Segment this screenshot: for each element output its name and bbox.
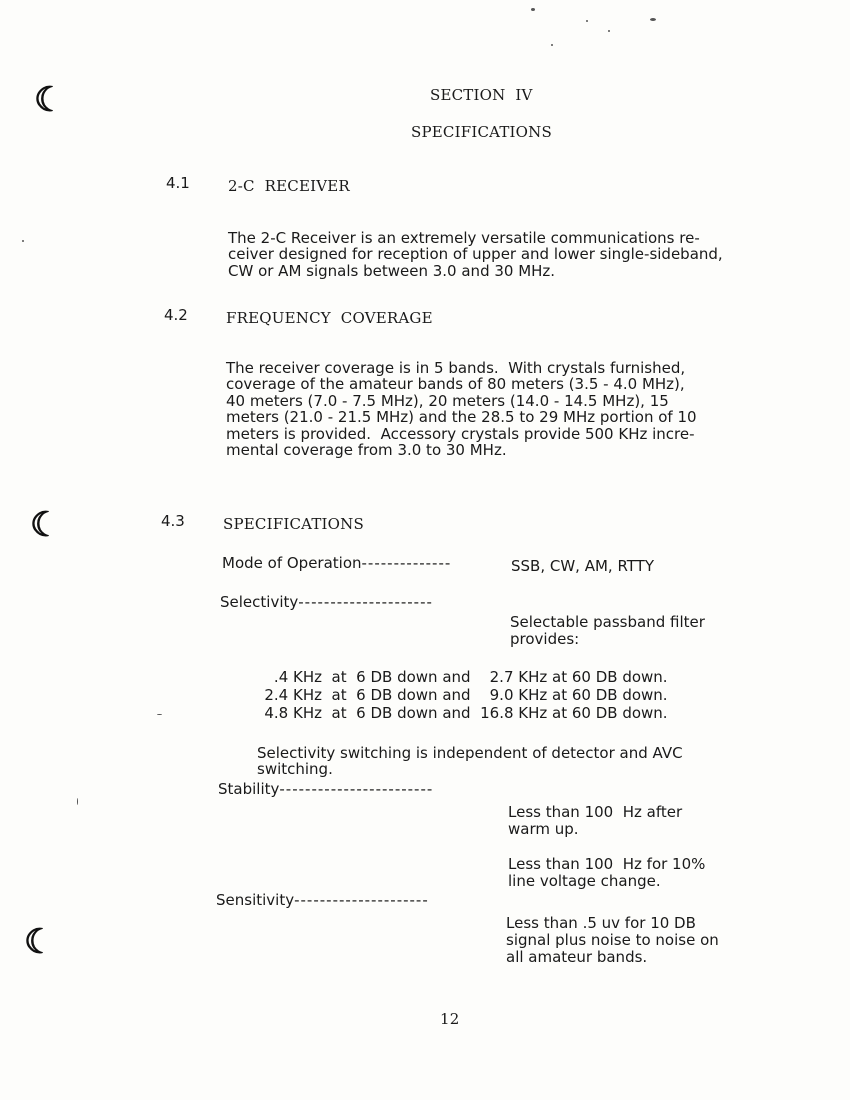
- spec-sensitivity-value: [506, 898, 719, 966]
- section-number: 4.1: [166, 174, 190, 192]
- spec-label: Mode of Operation: [222, 554, 362, 572]
- spec-value-line: all amateur bands.: [506, 948, 648, 966]
- binder-hole-mark-bottom: ☾: [24, 922, 55, 962]
- paragraph-line: mental coverage from 3.0 to 30 MHz.: [226, 441, 507, 459]
- spec-mode-row: [222, 555, 451, 572]
- scan-speck: [586, 20, 588, 22]
- spec-selectivity-value: [510, 597, 705, 648]
- spec-stability-row: [218, 781, 433, 798]
- spec-value-line: Less than .5 uv for 10 DB: [506, 914, 696, 932]
- spec-value-line: Less than 100 Hz for 10%: [508, 855, 706, 873]
- section-heading-specifications: SPECIFICATIONS: [223, 515, 364, 533]
- table-row: 4.8 KHz at 6 DB down and 16.8 KHz at 60 DB down.: [264, 704, 668, 722]
- table-row: 2.4 KHz at 6 DB down and 9.0 KHz at 60 DB down.: [264, 686, 668, 704]
- scan-speck: [157, 714, 162, 715]
- paragraph-line: The receiver coverage is in 5 bands. With crystals furnished,: [226, 358, 686, 377]
- leader-dashes: --------------: [361, 554, 452, 572]
- paragraph-line: ceiver designed for reception of upper and lower single-sideband,: [228, 245, 723, 263]
- page-title: SPECIFICATIONS: [411, 123, 552, 141]
- page-number: 12: [440, 1010, 460, 1028]
- paragraph-line: 40 meters (7.0 - 7.5 MHz), 20 meters (14.0 - 14.5 MHz), 15: [226, 391, 669, 410]
- leader-dashes: ------------------------: [279, 780, 434, 798]
- paragraph-line: meters (21.0 - 21.5 MHz) and the 28.5 to 29 MHz portion of 10: [226, 408, 697, 426]
- scan-speck: [551, 44, 553, 46]
- paragraph-line: CW or AM signals between 3.0 and 30 MHz.: [228, 261, 556, 280]
- spec-value-line: provides:: [510, 630, 580, 648]
- paragraph-line: meters is provided. Accessory crystals provide 500 KHz incre-: [226, 424, 695, 443]
- selectivity-note: [257, 728, 683, 778]
- section-heading: SECTION IV: [430, 86, 533, 104]
- spec-sensitivity-row: [216, 892, 429, 909]
- spec-value-line: Selectable passband filter: [510, 613, 705, 631]
- spec-mode-value: SSB, CW, AM, RTTY: [511, 557, 655, 575]
- spec-value-line: signal plus noise to noise on: [506, 931, 719, 949]
- section-heading-frequency-coverage: FREQUENCY COVERAGE: [226, 309, 433, 327]
- scan-speck: [608, 30, 610, 32]
- receiver-paragraph: [228, 213, 723, 279]
- spec-stability-value-2: [508, 839, 705, 890]
- scan-speck: [531, 8, 535, 11]
- spec-value-line: Less than 100 Hz after: [508, 803, 683, 821]
- paragraph-line: Selectivity switching is independent of detector and AVC: [257, 743, 683, 762]
- selectivity-table: [256, 650, 690, 722]
- spec-label: Selectivity: [220, 593, 299, 611]
- leader-dashes: ---------------------: [294, 891, 429, 909]
- binder-hole-mark-middle: ☾: [30, 505, 61, 545]
- spec-label: Sensitivity: [216, 891, 295, 909]
- spec-selectivity-row: [220, 594, 433, 611]
- binder-hole-mark-top: ☾: [34, 80, 65, 120]
- paragraph-line: The 2-C Receiver is an extremely versatile communications re-: [228, 228, 700, 247]
- scan-speck: [22, 240, 24, 242]
- table-row: .4 KHz at 6 DB down and 2.7 KHz at 60 DB down.: [273, 668, 668, 686]
- scan-speck: [77, 798, 78, 805]
- spec-stability-value: [508, 787, 682, 838]
- scan-speck: [650, 18, 656, 21]
- section-number: 4.3: [161, 512, 185, 530]
- frequency-coverage-paragraph: [226, 343, 697, 459]
- section-heading-receiver: 2-C RECEIVER: [228, 177, 350, 195]
- spec-value-line: line voltage change.: [508, 872, 661, 890]
- paragraph-line: coverage of the amateur bands of 80 meters (3.5 - 4.0 MHz),: [226, 375, 685, 393]
- spec-label: Stability: [218, 780, 280, 798]
- leader-dashes: ---------------------: [298, 593, 433, 611]
- section-number: 4.2: [164, 306, 188, 324]
- paragraph-line: switching.: [257, 760, 333, 778]
- spec-value-line: warm up.: [508, 820, 579, 838]
